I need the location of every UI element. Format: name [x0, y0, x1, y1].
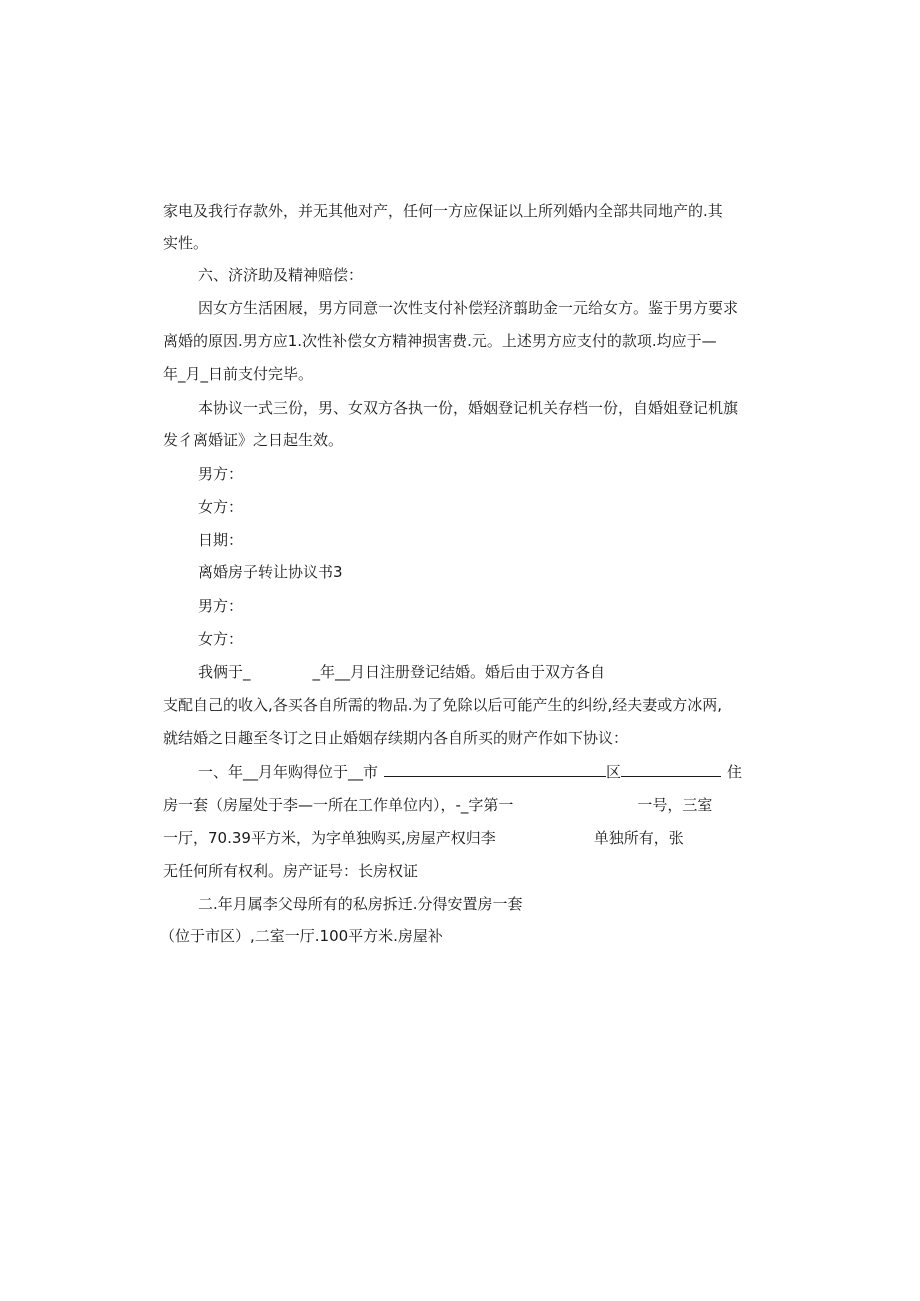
text-fragment: 单独所有，张 [593, 829, 684, 847]
signature-label-female: 女方： [198, 498, 244, 516]
signature-label-male: 男方： [198, 465, 244, 483]
party-label-male: 男方： [198, 597, 244, 615]
paragraph-line: 年_月_日前支付完毕。 [163, 365, 314, 383]
text-fragment: 一、年__月年购得位于__市 [198, 763, 379, 781]
paragraph-line: 因女方生活困屐，男方同意一次性支付补偿羟济翦助金一元给女方。鉴于男方要求 [198, 299, 739, 317]
text-fragment: 一号，三室 [637, 796, 713, 814]
clause-line: （位于市区）,二室一厅.100平方米.房屋补 [160, 927, 443, 945]
paragraph-line: 离婚的原因.男方应1.次性补偿女方精神损害费.元。上述男方应支付的款项.均应于— [163, 332, 717, 350]
document-title: 离婚房子转让协议书3 [198, 563, 343, 581]
paragraph-line: 就结婚之日趣至冬订之日止婚姻存续期内各自所买的财产作如下协议： [163, 729, 629, 747]
clause-line [163, 828, 684, 848]
paragraph-line: 发彳离婚证》之日起生效。 [163, 431, 344, 449]
clause-line [198, 762, 742, 782]
text-fragment: 住 [727, 763, 743, 781]
text-fragment: 区 [606, 763, 622, 781]
clause-line [163, 795, 712, 815]
clause-line: 无任何所有权利。房产证号：长房权证 [163, 862, 419, 880]
party-label-female: 女方： [198, 630, 244, 648]
fill-in-blank [384, 762, 606, 777]
fill-in-blank [621, 762, 721, 777]
date-label: 日期： [198, 531, 244, 549]
text-fragment: _年__月日注册登记结婚。婚后由于双方各自 [312, 663, 606, 681]
paragraph-line: 支配自己的收入,各买各自所需的物品.为了免除以后可能产生的纠纷,经夫妻或方冰两, [163, 696, 723, 714]
clause-line: 二.年月属李父母所有的私房拆迁.分得安置房一套 [198, 895, 523, 913]
text-fragment: 房一套（房屋处于李—一所在工作单位内），-_字第一 [163, 796, 514, 814]
paragraph-line: 家电及我行存款外，并无其他对产，任何一方应保证以上所列婚内全部共同地产的.其 [163, 202, 723, 220]
paragraph-line: 实性。 [163, 234, 209, 252]
text-fragment: 一厅，70.39平方米，为字单独购买,房屋产权归李 [163, 829, 496, 847]
paragraph-line [198, 662, 605, 682]
text-fragment: 我俩于_ [198, 663, 251, 681]
section-heading: 六、济济助及精神赔偿： [198, 266, 364, 284]
paragraph-line: 本协议一式三份，男、女双方各执一份，婚姻登记机关存档一份，自婚姐登记机旗 [198, 399, 739, 417]
